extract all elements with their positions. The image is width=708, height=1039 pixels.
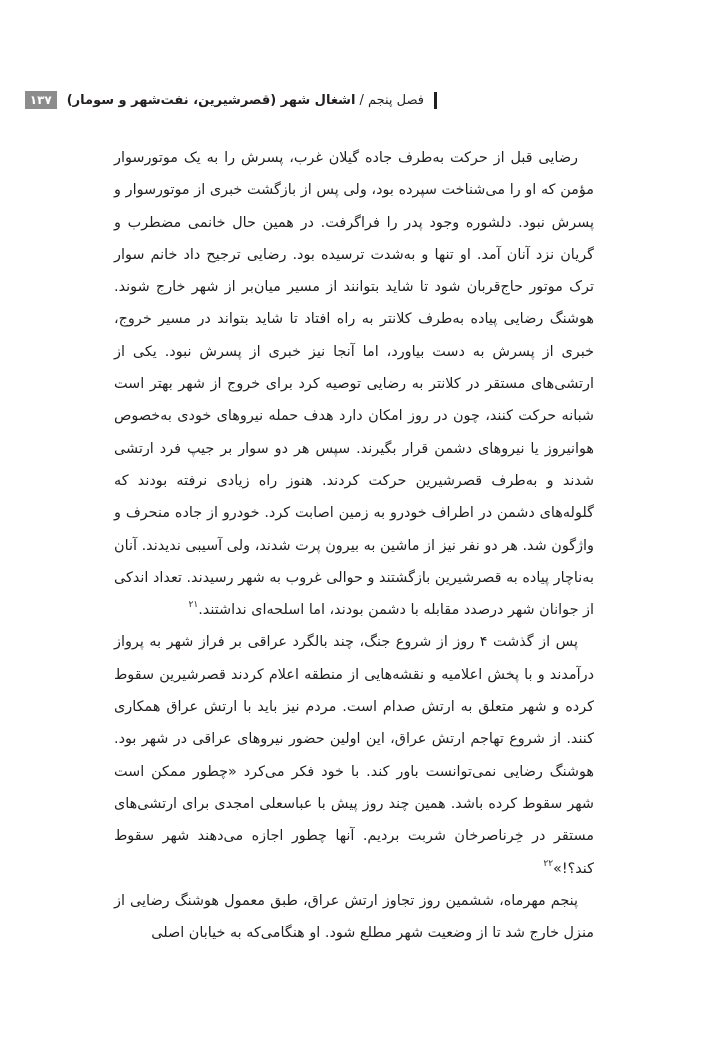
paragraph-text: پنجم مهرماه، ششمین روز تجاوز ارتش عراق، طبق معمول هوشنگ رضایی از منزل خارج شد تا از وضعیت شهر مطلع شود. او هنگامی‌که به خیابان اصلی [114, 892, 594, 942]
header-rule [434, 92, 437, 109]
paragraph [114, 626, 594, 884]
body-text [114, 142, 594, 949]
footnote-marker: ۲۲ [543, 858, 554, 869]
paragraph [114, 142, 594, 626]
header-chapter: فصل پنجم / [359, 92, 424, 108]
paragraph [114, 885, 594, 950]
footnote-marker: ۲۱ [188, 600, 199, 611]
page-number: ۱۳۷ [25, 91, 57, 109]
paragraph-text: رضایی قبل از حرکت به‌طرف جاده گیلان غرب، پسرش را به یک موتورسوار مؤمن که او را می‌شناخت سپرده بود، ولی پس از بازگشت خبری از موتورسوار و پسرش نبود. دلشوره وجود پدر را فراگرفت. در همین حال خانمی مضطرب و گریان نزد آنان آمد. او تنها و به‌شدت ترسیده بود. رضایی ترجیح داد خانم سوار ترک موتور حاج‌قربان شود تا شاید بتوانند از مسیر میان‌بر از شهر خارج شوند. هوشنگ رضایی پیاده به‌طرف کلانتر به راه افتاد تا شاید بتواند در مسیر خروج، خبری از پسرش به دست بیاورد، اما آنجا نیز خبری از پسرش نبود. یکی از ارتشی‌های مستقر در کلانتر به رضایی توصیه کرد برای خروج از شهر بهتر است شبانه حرکت کنند، چون در روز امکان دارد هدف حمله نیروهای خودی به‌خصوص هوانیروز یا نیروهای دشمن قرار بگیرند. سپس هر دو سوار بر جیپ فرد ارتشی شدند و به‌طرف قصرشیرین حرکت کردند. هنوز راه زیادی نرفته بودند که گلوله‌های دشمن در اطراف خودرو به زمین اصابت کرد. خودرو از جاده منحرف و واژگون شد. هر دو نفر نیز از ماشین به بیرون پرت شدند، ولی آسیبی ندیدند. آنان به‌ناچار پیاده به قصرشیرین بازگشتند و حوالی غروب به شهر رسیدند. تعداد اندکی از جوانان شهر درصدد مقابله با دشمن بودند، اما اسلحه‌ای نداشتند. [114, 150, 594, 619]
running-header [25, 88, 437, 112]
paragraph-text: پس از گذشت ۴ روز از شروع جنگ، چند بالگرد عراقی بر فراز شهر به پرواز درآمدند و با پخش اعلامیه و نقشه‌هایی از منطقه اعلام کردند قصرشیرین سقوط کرده و شهر متعلق به ارتش صدام است. مردم نیز باید با ارتش عراق همکاری کنند. از شروع تهاجم ارتش عراق، این اولین حضور نیروهای عراقی در شهر بود. هوشنگ رضایی نمی‌توانست باور کند. با خود فکر می‌کرد «چطور ممکن است شهر سقوط کرده باشد. همین چند روز پیش با عباسعلی امجدی برای ارتشی‌های مستقر در خِرناصرخان شربت بردیم. آنها چطور اجازه می‌دهند شهر سقوط کند؟!» [114, 634, 594, 877]
header-title: اشغال شهر (قصرشیرین، نفت‌شهر و سومار) [66, 92, 356, 108]
